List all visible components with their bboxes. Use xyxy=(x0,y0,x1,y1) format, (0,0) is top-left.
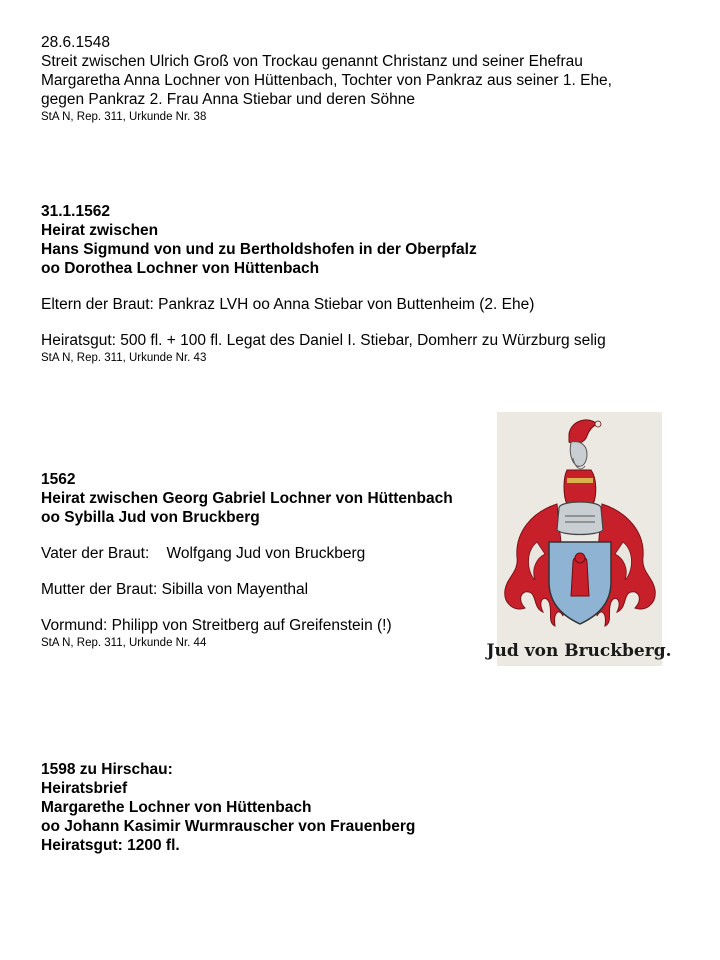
entry-date: 1598 zu Hirschau: xyxy=(41,761,173,778)
entry-heading-line: Hans Sigmund von und zu Bertholdshofen in der Oberpfalz xyxy=(41,241,477,258)
entry-text-line: Streit zwischen Ulrich Groß von Trockau genannt Christanz und seiner Ehefrau xyxy=(41,53,583,70)
crest-caption: Jud von Bruckberg. xyxy=(486,641,672,661)
torso xyxy=(564,470,596,504)
entry-detail-line: Vormund: Philipp von Streitberg auf Greifenstein (!) xyxy=(41,617,392,634)
helmet xyxy=(557,502,603,535)
entry-date: 31.1.1562 xyxy=(41,203,110,220)
entry-detail-line: Mutter der Braut: Sibilla von Mayenthal xyxy=(41,581,309,598)
source-reference: StA N, Rep. 311, Urkunde Nr. 44 xyxy=(41,637,207,649)
coat-of-arms-image xyxy=(486,412,672,666)
source-reference: StA N, Rep. 311, Urkunde Nr. 38 xyxy=(41,111,207,123)
entry-1562 xyxy=(41,470,453,651)
head xyxy=(570,442,587,467)
entry-heading-line: Margarethe Lochner von Hüttenbach xyxy=(41,799,312,816)
entry-heading-line: Heirat zwischen Georg Gabriel Lochner von Hüttenbach xyxy=(41,490,453,507)
entry-1548 xyxy=(41,33,612,125)
entry-heading-line: Heiratsbrief xyxy=(41,780,128,797)
entry-heading-line: oo Sybilla Jud von Bruckberg xyxy=(41,509,260,526)
entry-text-line: gegen Pankraz 2. Frau Anna Stiebar und deren Söhne xyxy=(41,91,415,108)
entry-detail-line: Vater der Braut: Wolfgang Jud von Bruckberg xyxy=(41,545,366,562)
entry-heading-line: Heirat zwischen xyxy=(41,222,159,239)
source-reference: StA N, Rep. 311, Urkunde Nr. 43 xyxy=(41,352,207,364)
entry-1598 xyxy=(41,760,415,855)
hat xyxy=(569,420,597,444)
entry-detail-line: Heiratsgut: 500 fl. + 100 fl. Legat des Daniel I. Stiebar, Domherr zu Würzburg selig xyxy=(41,332,606,349)
entry-heading-line: oo Johann Kasimir Wurmrauscher von Frauenberg xyxy=(41,818,416,835)
entry-detail-line: Eltern der Braut: Pankraz LVH oo Anna Stiebar von Buttenheim (2. Ehe) xyxy=(41,296,535,313)
entry-heading-line: oo Dorothea Lochner von Hüttenbach xyxy=(41,260,320,277)
entry-heading-line: Heiratsgut: 1200 fl. xyxy=(41,837,180,854)
entry-date: 28.6.1548 xyxy=(41,34,110,51)
entry-1562-jan xyxy=(41,202,606,366)
entry-date: 1562 xyxy=(41,471,76,488)
entry-text-line: Margaretha Anna Lochner von Hüttenbach, Tochter von Pankraz aus seiner 1. Ehe, xyxy=(41,72,612,89)
